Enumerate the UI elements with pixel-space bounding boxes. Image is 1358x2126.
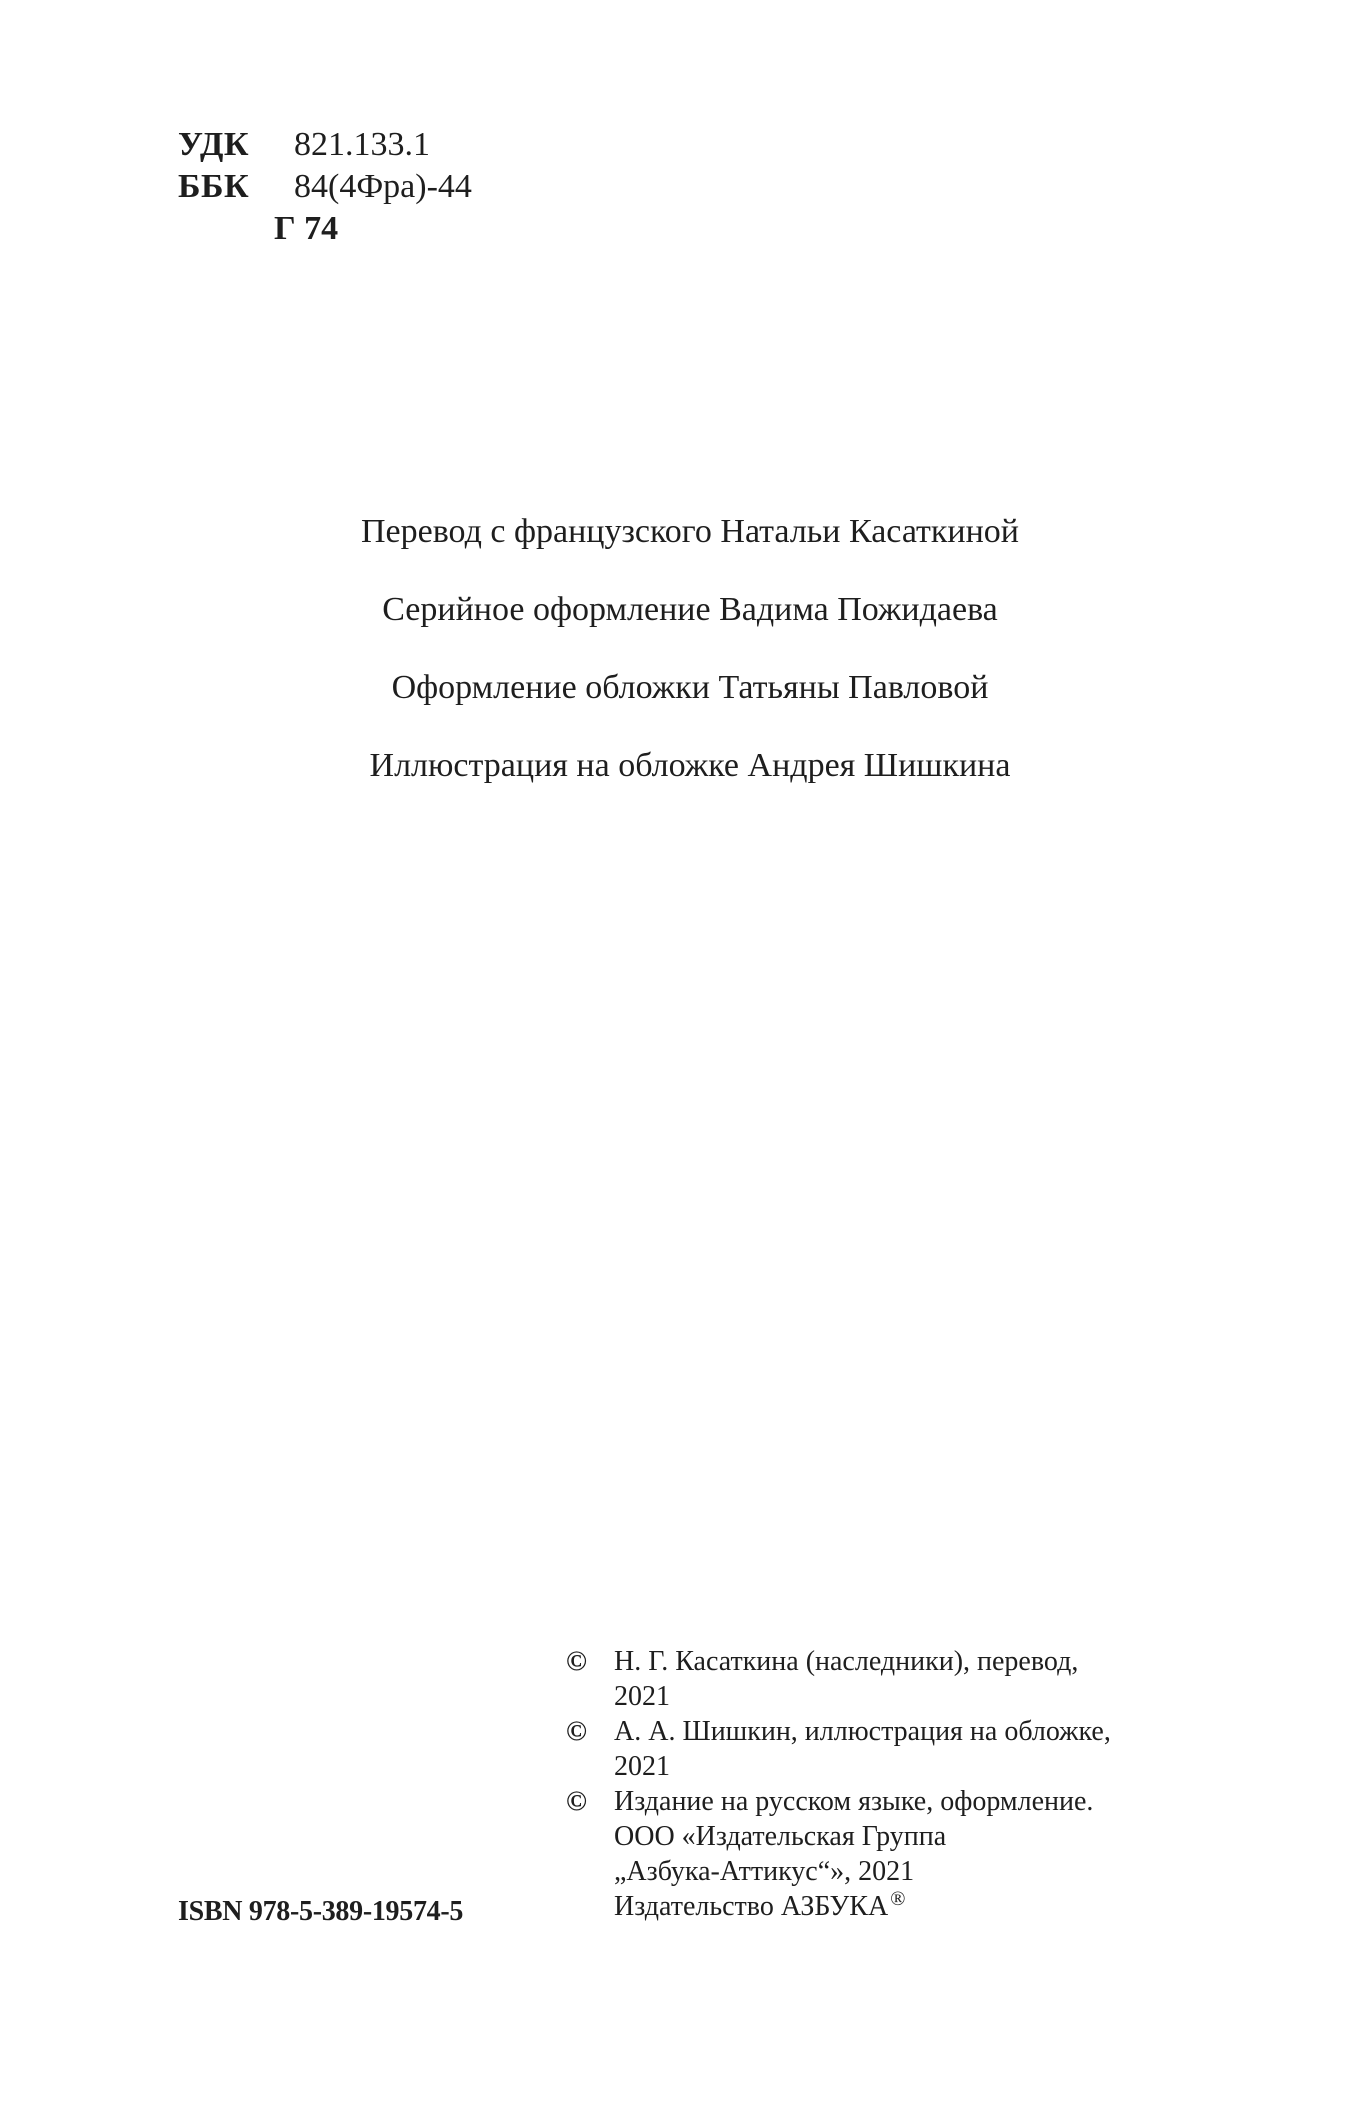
author-sign: Г 74 bbox=[274, 210, 339, 247]
copyright-line: А. А. Шишкин, иллюстрация на обложке, bbox=[614, 1716, 1111, 1747]
copyright-symbol: © bbox=[566, 1646, 587, 1677]
isbn: ISBN 978-5-389-19574-5 bbox=[178, 1896, 464, 1927]
bbk-label: ББК bbox=[178, 168, 250, 205]
udk-row bbox=[178, 124, 472, 166]
copyright-notice bbox=[566, 1644, 1266, 1714]
copyright-line: 2021 bbox=[614, 1681, 670, 1712]
classification-codes bbox=[178, 124, 472, 250]
udk-label: УДК bbox=[178, 126, 250, 163]
credit-translation: Перевод с французского Натальи Касаткиной bbox=[361, 513, 1019, 550]
credits-block bbox=[0, 512, 1358, 824]
bbk-row bbox=[178, 166, 472, 208]
publisher-name: Издательство АЗБУКА bbox=[614, 1891, 889, 1922]
copyright-notices bbox=[566, 1644, 1266, 1924]
copyright-line: Издание на русском языке, оформление. bbox=[614, 1786, 1094, 1817]
copyright-symbol: © bbox=[566, 1786, 587, 1817]
copyright-notice bbox=[566, 1784, 1266, 1924]
copyright-line: „Азбука-Аттикус“», 2021 bbox=[614, 1856, 915, 1887]
copyright-line: Н. Г. Касаткина (наследники), перевод, bbox=[614, 1646, 1079, 1677]
credit-cover-illustration: Иллюстрация на обложке Андрея Шишкина bbox=[369, 747, 1011, 784]
bbk-value: 84(4Фра)-44 bbox=[294, 168, 472, 205]
registered-mark: ® bbox=[890, 1887, 906, 1910]
copyright-notice bbox=[566, 1714, 1266, 1784]
credit-cover-design: Оформление обложки Татьяны Павловой bbox=[391, 669, 989, 706]
udk-value: 821.133.1 bbox=[294, 126, 430, 163]
copyright-symbol: © bbox=[566, 1716, 587, 1747]
copyright-line: ООО «Издательская Группа bbox=[614, 1821, 947, 1852]
credit-series-design: Серийное оформление Вадима Пожидаева bbox=[382, 591, 998, 628]
copyright-line: 2021 bbox=[614, 1751, 670, 1782]
publisher-line bbox=[614, 1889, 1266, 1924]
